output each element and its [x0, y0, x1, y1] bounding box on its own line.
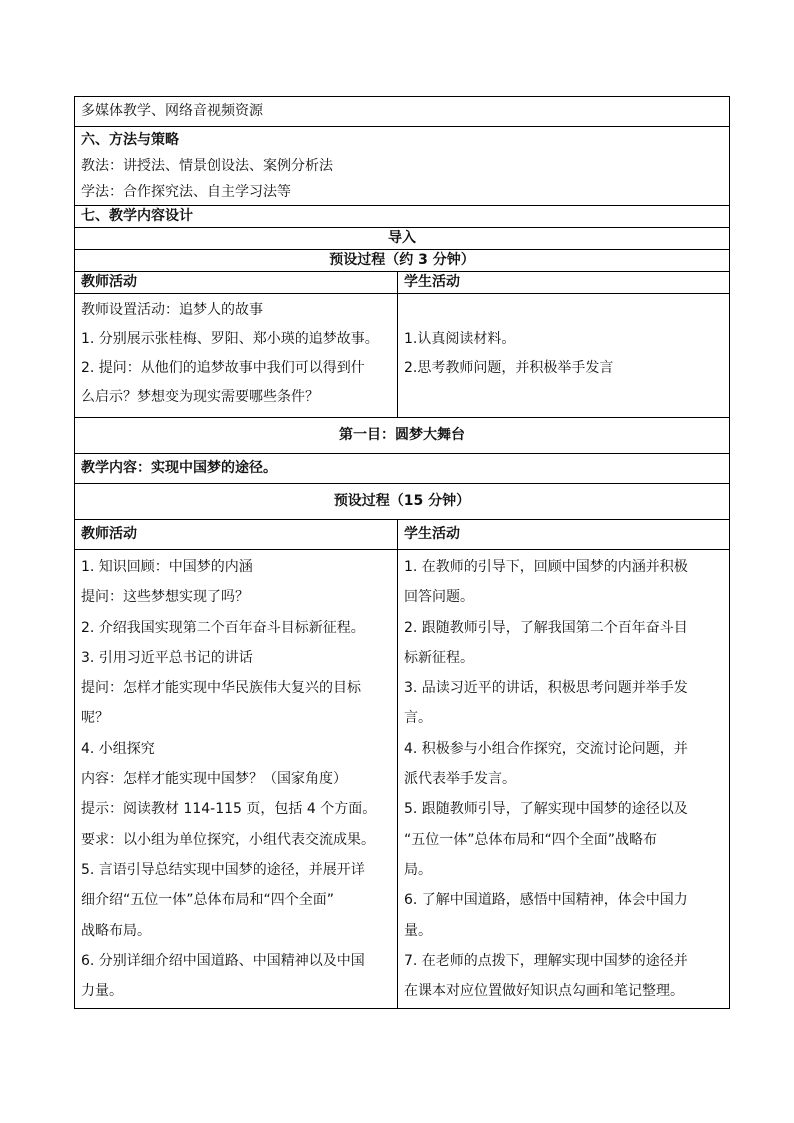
list-item: 教师设置活动：追梦人的故事	[81, 302, 263, 318]
list-item: 2.思考教师问题，并积极举手发言	[404, 360, 614, 376]
learning-method: 学法：合作探究法、自主学习法等	[81, 184, 291, 200]
list-item: 3. 品读习近平的讲话，积极思考问题并举手发	[404, 680, 688, 697]
methods-title: 六、方法与策略	[81, 132, 179, 148]
list-item: 提示：阅读教材 114-115 页，包括 4 个方面。	[81, 801, 377, 818]
design-title: 七、教学内容设计	[75, 206, 730, 228]
list-item: 1. 在教师的引导下，回顾中国梦的内涵并积极	[404, 559, 688, 575]
list-item: 6. 分别详细介绍中国道路、中国精神以及中国	[81, 952, 365, 969]
list-item: 2. 介绍我国实现第二个百年奋斗目标新征程。	[81, 619, 365, 636]
list-item: 提问：这些梦想实现了吗？	[81, 589, 249, 606]
list-item: 2. 提问：从他们的追梦故事中我们可以得到什	[81, 360, 365, 376]
part1-teacher-header: 教师活动	[75, 520, 398, 550]
list-item: 5. 跟随教师引导，了解实现中国梦的途径以及	[404, 801, 688, 818]
list-item: 在课本对应位置做好知识点勾画和笔记整理。	[404, 983, 684, 1000]
list-item: 要求：以小组为单位探究，小组代表交流成果。	[81, 831, 375, 848]
media-resources-cell: 多媒体教学、网络音视频资源	[75, 97, 730, 127]
list-item: 6. 了解中国道路，感悟中国精神，体会中国力	[404, 892, 688, 909]
list-item: 1.认真阅读材料。	[404, 331, 516, 347]
methods-section	[75, 127, 730, 206]
intro-title: 导入	[75, 228, 730, 250]
list-item: 回答问题。	[404, 589, 474, 606]
lesson-plan-page	[74, 96, 729, 1009]
list-item: 4. 积极参与小组合作探究，交流讨论问题，并	[404, 740, 688, 757]
list-item: “五位一体”总体布局和“四个全面”战略布	[404, 831, 658, 848]
list-item: 1. 分别展示张桂梅、罗阳、郑小瑛的追梦故事。	[81, 331, 379, 347]
part1-student-activities	[398, 550, 730, 1009]
list-item: 量。	[404, 922, 432, 939]
list-item: 言。	[404, 710, 432, 727]
list-item: 标新征程。	[404, 649, 474, 666]
part1-student-header: 学生活动	[398, 520, 730, 550]
list-item: 力量。	[81, 983, 123, 1000]
list-item: 1. 知识回顾：中国梦的内涵	[81, 559, 253, 575]
list-item: 2. 跟随教师引导，了解我国第二个百年奋斗目	[404, 619, 688, 636]
part1-teacher-activities	[75, 550, 398, 1009]
list-item: 4. 小组探究	[81, 740, 155, 757]
intro-student-activities	[398, 294, 730, 418]
list-item: 战略布局。	[81, 922, 151, 939]
part1-content: 教学内容：实现中国梦的途径。	[75, 454, 730, 484]
list-item: 局。	[404, 861, 432, 878]
intro-teacher-header: 教师活动	[75, 272, 398, 294]
list-item: 内容：怎样才能实现中国梦？（国家角度）	[81, 771, 347, 788]
list-item: 3. 引用习近平总书记的讲话	[81, 649, 253, 666]
list-item: 细介绍“五位一体”总体布局和“四个全面”	[81, 892, 335, 909]
teaching-method: 教法：讲授法、情景创设法、案例分析法	[81, 158, 333, 174]
list-item: 7. 在老师的点拨下，理解实现中国梦的途径并	[404, 952, 688, 969]
part1-title: 第一目：圆梦大舞台	[75, 418, 730, 454]
list-item: 呢？	[81, 710, 109, 727]
part1-process: 预设过程（15 分钟）	[75, 484, 730, 520]
list-item: 派代表举手发言。	[404, 771, 516, 788]
list-item: 5. 言语引导总结实现中国梦的途径，并展开详	[81, 861, 365, 878]
list-item: 提问：怎样才能实现中华民族伟大复兴的目标	[81, 680, 361, 697]
list-item: 么启示？梦想变为现实需要哪些条件？	[81, 389, 319, 405]
intro-student-header: 学生活动	[398, 272, 730, 294]
intro-teacher-activities	[75, 294, 398, 418]
intro-process: 预设过程（约 3 分钟）	[75, 250, 730, 272]
lesson-plan-table	[74, 96, 730, 1009]
